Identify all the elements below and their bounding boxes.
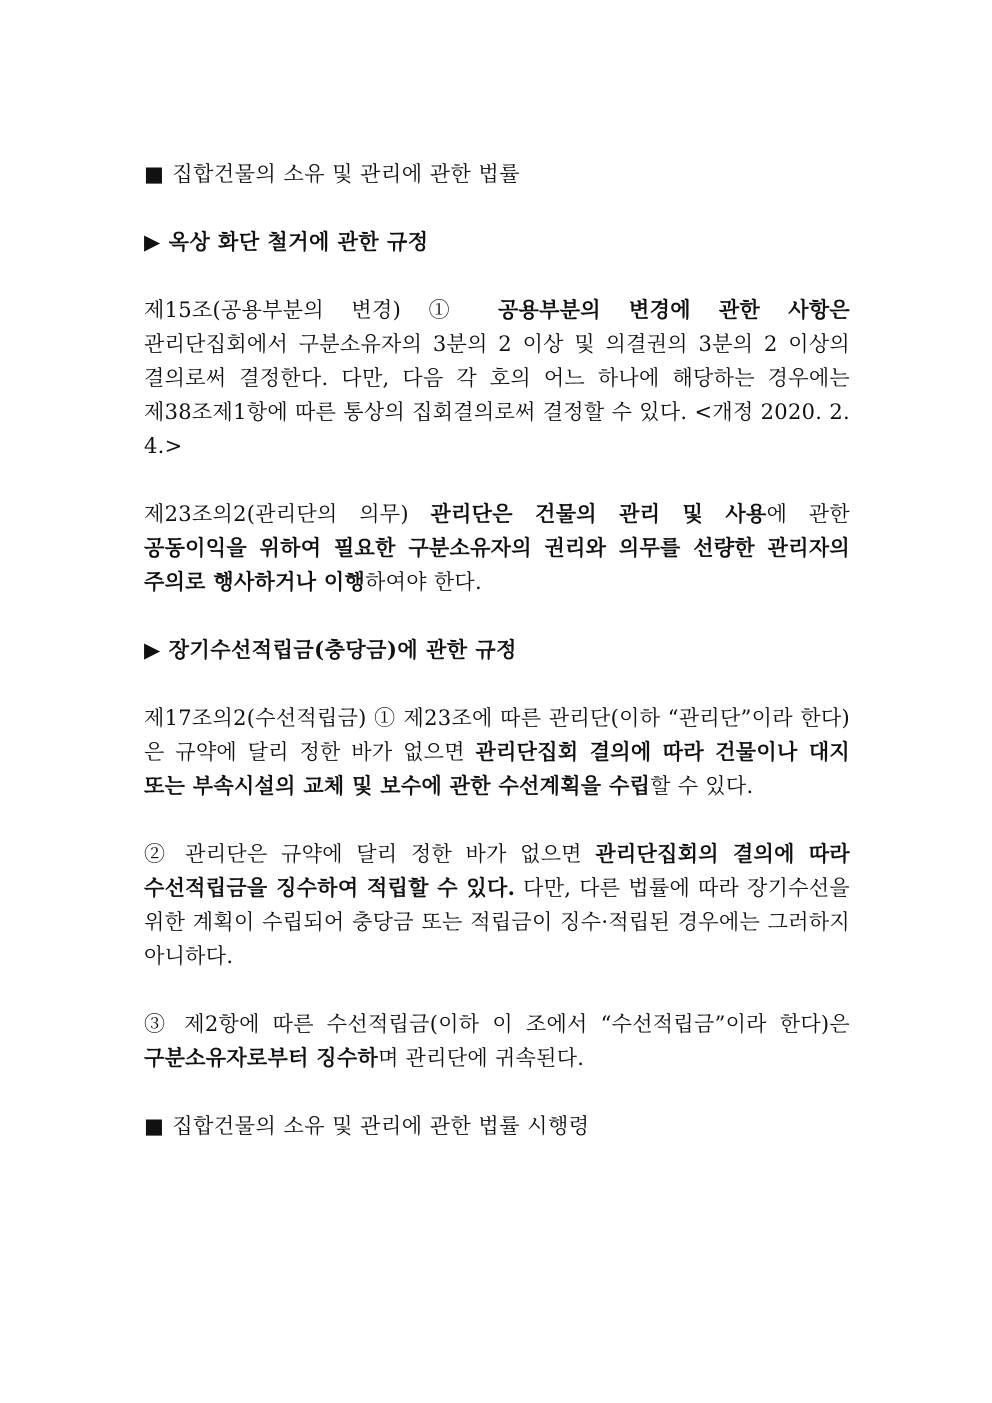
body-text: 제17조의2(수선적립금) ① 제23조에 따른 관리단(이하 “관리단”이라 한다)은 규약에 달리 정한 바가 없으면 <box>144 706 850 764</box>
square-bullet-icon: ■ <box>144 1114 165 1138</box>
subheading-reserve-fund-text: 장기수선적립금(충당금)에 관한 규정 <box>168 637 517 662</box>
emphasized-text: 관리단은 건물의 관리 및 사용 <box>430 501 767 526</box>
decree-title <box>144 1109 850 1143</box>
body-text: 제15조(공용부분의 변경) ① <box>144 298 498 322</box>
emphasized-text: 공동이익을 위하여 필요한 구분소유자의 권리와 의무를 선량한 관리자의 주의로 행사하거나 이행 <box>144 535 850 594</box>
body-text: 제23조의2(관리단의 의무) <box>144 502 431 526</box>
body-text: 며 관리단에 귀속된다. <box>378 1046 585 1070</box>
article-23-2 <box>144 497 850 599</box>
document-page <box>144 157 850 1143</box>
body-text: 다만, 다른 법률에 따라 장기수선을 위한 계획이 수립되어 충당금 또는 적립금이 징수·적립된 경우에는 그러하지 아니하다. <box>144 876 850 968</box>
square-bullet-icon: ■ <box>144 162 165 186</box>
body-text: 할 수 있다. <box>650 774 754 798</box>
article-17-2-clause-1 <box>144 701 850 803</box>
law-title-text: 집합건물의 소유 및 관리에 관한 법률 <box>172 162 521 186</box>
emphasized-text: 구분소유자로부터 징수하 <box>144 1045 379 1070</box>
article-17-2-clause-3 <box>144 1007 850 1075</box>
subheading-reserve-fund <box>144 633 850 667</box>
emphasized-text: 관리단집회 결의에 따라 건물이나 대지 또는 부속시설의 교체 및 보수에 관한 수선계획을 수립 <box>144 739 850 798</box>
decree-title-text: 집합건물의 소유 및 관리에 관한 법률 시행령 <box>172 1114 590 1138</box>
body-text: 에 관한 <box>766 502 850 526</box>
body-text: 관리단집회에서 구분소유자의 3분의 2 이상 및 의결권의 3분의 2 이상의 결의로써 결정한다. 다만, 다음 각 호의 어느 하나에 해당하는 경우에는 제38조제1항에 따른 통상의 집회결의로써 결정할 수 있다. <개정 2020. 2. 4.> <box>144 332 850 458</box>
subheading-rooftop <box>144 225 850 259</box>
law-title <box>144 157 850 191</box>
article-17-2-clause-2 <box>144 837 850 973</box>
triangle-bullet-icon: ▶ <box>144 230 161 254</box>
emphasized-text: 공용부분의 변경에 관한 사항은 <box>497 297 851 322</box>
body-text: ② 관리단은 규약에 달리 정한 바가 없으면 <box>144 842 596 866</box>
triangle-bullet-icon: ▶ <box>144 638 161 662</box>
body-text: 하여야 한다. <box>365 570 482 594</box>
article-15 <box>144 293 850 463</box>
body-text: ③ 제2항에 따른 수선적립금(이하 이 조에서 “수선적립금”이라 한다)은 <box>144 1012 850 1036</box>
subheading-rooftop-text: 옥상 화단 철거에 관한 규정 <box>168 229 429 254</box>
emphasized-text: 관리단집회의 결의에 따라 수선적립금을 징수하여 적립할 수 있다. <box>144 841 850 900</box>
